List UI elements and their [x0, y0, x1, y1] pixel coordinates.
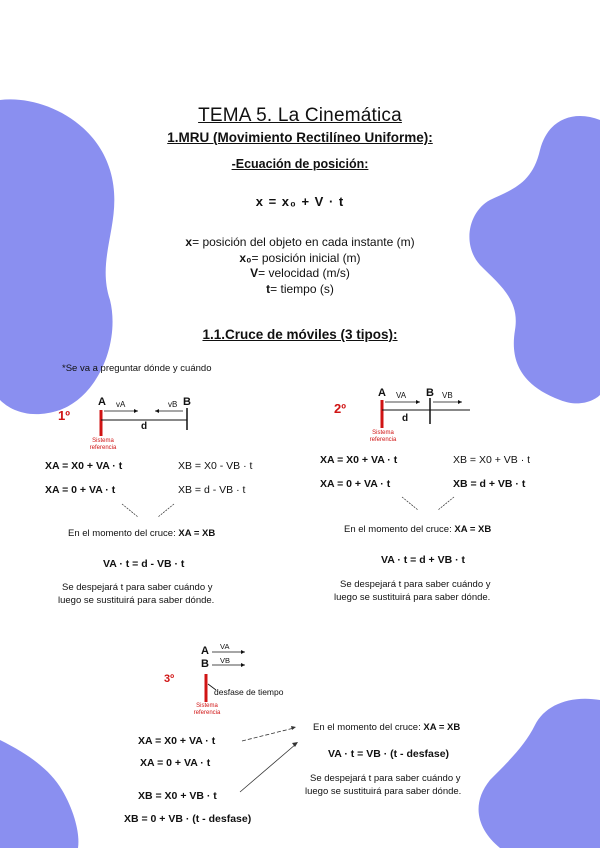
- case3-label-a: A: [201, 645, 209, 657]
- case1-explain-1: Se despejará t para saber cuándo y: [62, 582, 213, 593]
- case3-cross: En el momento del cruce: XA = XB: [313, 722, 461, 733]
- case2-reference-label: Sistema referencia: [369, 430, 397, 443]
- case1-label-va: vA: [116, 400, 126, 409]
- case1-label-a: A: [98, 396, 106, 408]
- definition-x0: x₀= posición inicial (m): [239, 250, 361, 265]
- case3-eq-3: XB = X0 + VB · t: [138, 790, 217, 802]
- case1-eq-left-2: XA = 0 + VA · t: [45, 484, 116, 496]
- case1-label-d: d: [141, 421, 148, 432]
- page-title: TEMA 5. La Cinemática: [198, 105, 402, 126]
- case1-result: VA · t = d - VB · t: [103, 558, 185, 570]
- case1-cross: En el momento del cruce: XA = XB: [68, 528, 216, 539]
- case2-cross: En el momento del cruce: XA = XB: [344, 524, 492, 535]
- case2-explain-2: luego se sustituirá para saber dónde.: [334, 592, 491, 603]
- case2-eq-right-2: XB = d + VB · t: [453, 478, 526, 490]
- case2-number: 2º: [334, 401, 346, 416]
- definition-x: x= posición del objeto en cada instante (m): [185, 235, 415, 249]
- case3-eq-1: XA = X0 + VA · t: [138, 735, 216, 747]
- case3-reference-label: Sistema referencia: [193, 703, 221, 716]
- case3-label-va: VA: [220, 642, 230, 651]
- definition-v: V= velocidad (m/s): [250, 266, 350, 280]
- position-equation: x = x₀ + V · t: [255, 194, 345, 209]
- case2-label-vb: VB: [442, 391, 453, 400]
- case3-explain-2: luego se sustituirá para saber dónde.: [305, 786, 462, 797]
- case2-label-b: B: [426, 387, 434, 399]
- case1-eq-right-1: XB = X0 - VB · t: [178, 460, 253, 472]
- case3-label-b: B: [201, 658, 209, 670]
- case3-number: 3º: [164, 673, 175, 685]
- question-note: *Se va a preguntar dónde y cuándo: [62, 363, 212, 374]
- definition-t: t= tiempo (s): [266, 281, 334, 296]
- case1-label-vb: vB: [168, 400, 178, 409]
- case3-label-vb: VB: [220, 656, 231, 665]
- case2-eq-right-1: XB = X0 + VB · t: [453, 454, 531, 466]
- case1-eq-left-1: XA = X0 + VA · t: [45, 460, 123, 472]
- section-heading-mru: 1.MRU (Movimiento Rectilíneo Uniforme):: [167, 130, 433, 145]
- case2-explain-1: Se despejará t para saber cuándo y: [340, 579, 491, 590]
- case1-eq-right-2: XB = d - VB · t: [178, 484, 246, 496]
- case3-result: VA · t = VB · (t - desfase): [328, 748, 450, 760]
- case1-number: 1º: [58, 408, 70, 423]
- case3-explain-1: Se despejará t para saber cuándo y: [310, 773, 461, 784]
- case1-explain-2: luego se sustituirá para saber dónde.: [58, 595, 215, 606]
- case2-eq-left-1: XA = X0 + VA · t: [320, 454, 398, 466]
- case1-label-b: B: [183, 396, 191, 408]
- section-heading-cruce: 1.1.Cruce de móviles (3 tipos):: [202, 327, 398, 342]
- case2-label-d: d: [402, 413, 409, 424]
- case2-eq-left-2: XA = 0 + VA · t: [320, 478, 391, 490]
- case3-eq-4: XB = 0 + VB · (t - desfase): [124, 813, 252, 825]
- case2-result: VA · t = d + VB · t: [381, 554, 466, 566]
- definitions-list: [0, 235, 600, 297]
- case3-desfase-label: desfase de tiempo: [214, 687, 284, 697]
- case1-reference-label: Sistema referencia: [89, 438, 117, 451]
- equation-heading: -Ecuación de posición:: [231, 157, 369, 171]
- case3-eq-2: XA = 0 + VA · t: [140, 757, 211, 769]
- case2-label-va: VA: [396, 391, 407, 400]
- case2-label-a: A: [378, 387, 386, 399]
